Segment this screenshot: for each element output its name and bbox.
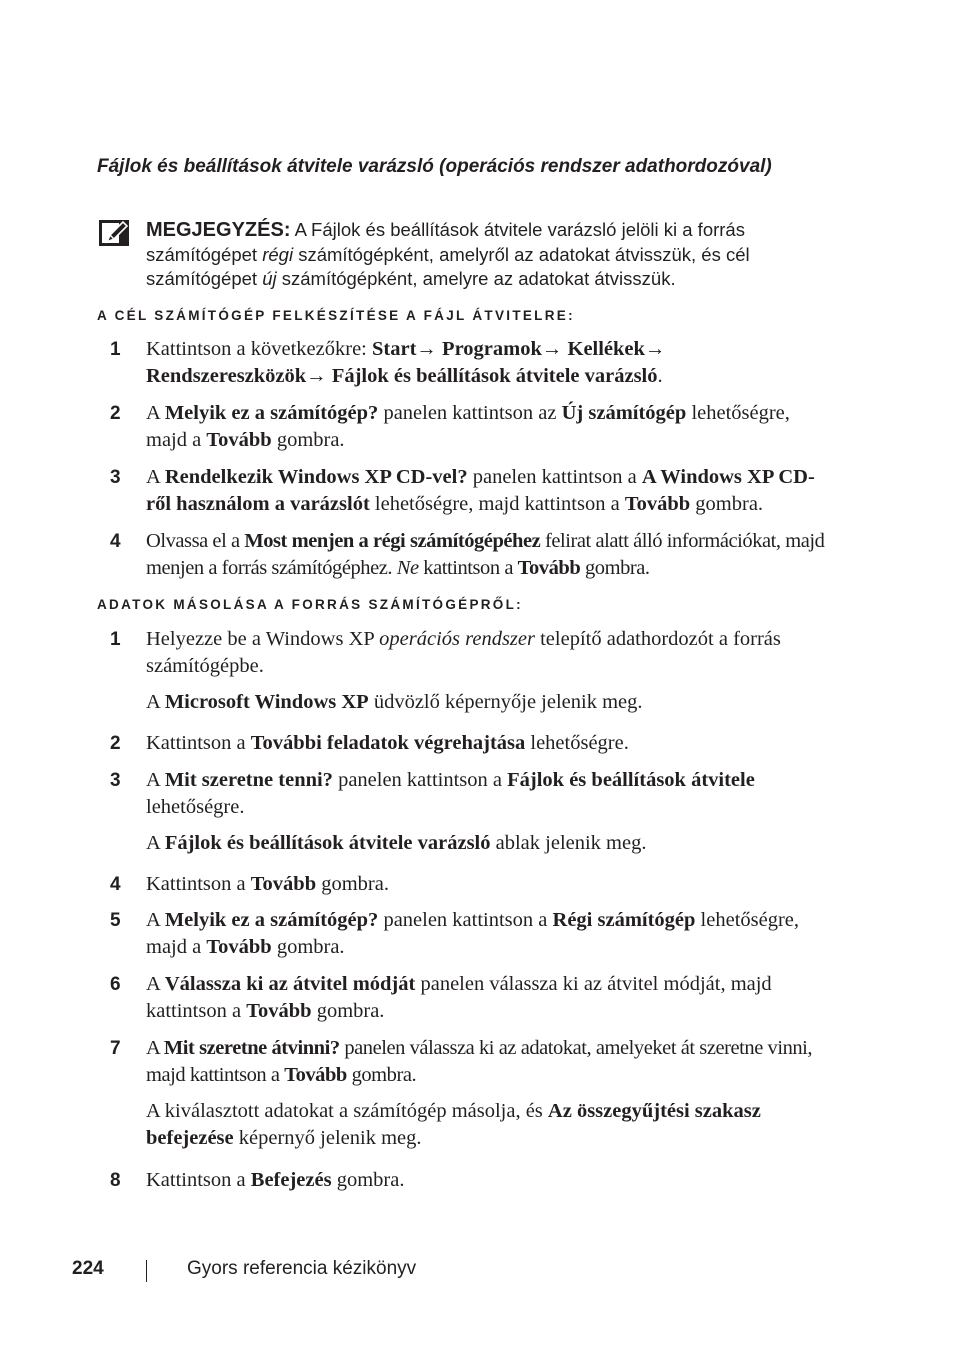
ui-term: Kellékek	[567, 338, 645, 360]
ui-term: Rendszereszközök	[146, 365, 307, 387]
text: Kattintson a következőkre:	[146, 338, 373, 360]
step-number: 8	[110, 1170, 121, 1191]
text: gombra.	[346, 1064, 417, 1086]
text: A	[146, 402, 165, 424]
ui-term: Válassza ki az átvitel módját	[164, 973, 416, 995]
step-number: 7	[110, 1038, 121, 1059]
ui-term: Rendelkezik Windows XP CD-vel?	[164, 466, 468, 488]
step-text	[146, 528, 830, 582]
step-text	[146, 336, 830, 390]
ui-term: Fájlok és beállítások átvitele	[507, 769, 755, 791]
text: Helyezze be a Windows XP	[146, 628, 380, 650]
note-emphasis-new: új	[262, 268, 277, 289]
step-text	[146, 971, 830, 1025]
text: lehetőségre, majd kattintson a	[369, 493, 625, 515]
step-text	[146, 626, 830, 680]
ui-term: Mit szeretne átvinni?	[163, 1037, 340, 1059]
text: Kattintson a	[146, 732, 251, 754]
step-number: 4	[110, 531, 121, 552]
ui-term: Tovább	[206, 936, 272, 958]
step-text	[146, 871, 830, 898]
footer-divider	[146, 1260, 147, 1282]
step-number: 1	[110, 629, 121, 650]
arrow: →	[644, 338, 666, 360]
step-result	[146, 1098, 830, 1152]
step-number: 2	[110, 733, 121, 754]
ui-term: Start	[372, 338, 417, 360]
text: gombra.	[311, 1000, 385, 1022]
ui-term: Befejezés	[250, 1169, 332, 1191]
text: kattintson a	[418, 557, 518, 579]
text: lehetőségre.	[146, 796, 245, 818]
subsection-heading-target: A CÉL SZÁMÍTÓGÉP FELKÉSZÍTÉSE A FÁJL ÁTVITELRE:	[97, 308, 575, 323]
ui-term: Most menjen a régi számítógépéhez	[244, 530, 541, 552]
step-text	[146, 1035, 830, 1089]
text: panelen kattintson a	[467, 466, 642, 488]
text: A kiválasztott adatokat a számítógép másolja, és	[146, 1100, 548, 1122]
ui-term: Tovább	[246, 1000, 312, 1022]
text: lehetőségre, majd a	[146, 909, 800, 958]
ui-term: Melyik ez a számítógép?	[164, 402, 379, 424]
text: A	[146, 466, 165, 488]
step-text	[146, 1167, 830, 1194]
text: lehetőségre.	[525, 732, 629, 754]
step-text	[146, 730, 830, 757]
step-number: 3	[110, 467, 121, 488]
text: A	[146, 832, 165, 854]
text: A	[146, 769, 165, 791]
footer-title: Gyors referencia kézikönyv	[187, 1258, 417, 1279]
text: képernyő jelenik meg.	[233, 1127, 422, 1149]
text: panelen válassza ki az adatokat, amelyeket át szeretne vinni, majd kattintson a	[146, 1037, 813, 1086]
step-number: 2	[110, 403, 121, 424]
text: telepítő adathordozót a forrás számítógépbe.	[146, 628, 781, 677]
step-result	[146, 830, 830, 857]
text: ablak jelenik meg.	[490, 832, 647, 854]
note-text-part: A Fájlok és beállítások átvitele varázsló jelöli ki a forrás számítógépet	[146, 219, 745, 265]
note-label: MEGJEGYZÉS:	[146, 219, 291, 241]
ui-term: Melyik ez a számítógép?	[164, 909, 379, 931]
text: Kattintson a	[146, 873, 251, 895]
ui-term: Fájlok és beállítások átvitele varázsló	[331, 365, 658, 387]
text: A	[146, 1037, 164, 1059]
step-text	[146, 400, 830, 454]
arrow: →	[416, 338, 443, 360]
text: panelen kattintson a	[332, 769, 508, 791]
ui-term: Programok	[442, 338, 542, 360]
text: lehetőségre, majd a	[146, 402, 790, 451]
text: üdvözlő képernyője jelenik meg.	[368, 691, 643, 713]
step-number: 4	[110, 874, 121, 895]
arrow: →	[306, 365, 332, 387]
ui-term: Tovább	[517, 557, 581, 579]
text: gombra.	[331, 1169, 405, 1191]
ui-term: Régi számítógép	[552, 909, 696, 931]
emphasis: Ne	[396, 557, 419, 579]
note-text-part: számítógépként, amelyre az adatokat átvisszük.	[276, 268, 676, 289]
text: gombra.	[316, 873, 389, 895]
text: gombra.	[580, 557, 650, 579]
step-number: 1	[110, 339, 121, 360]
step-text	[146, 907, 830, 961]
text: A	[146, 691, 165, 713]
text: gombra.	[271, 936, 345, 958]
ui-term: Microsoft Windows XP	[164, 691, 369, 713]
text: .	[657, 365, 663, 387]
step-number: 6	[110, 974, 121, 995]
ui-term: További feladatok végrehajtása	[250, 732, 526, 754]
text: Kattintson a	[146, 1169, 251, 1191]
step-text	[146, 767, 830, 821]
text: gombra.	[271, 429, 345, 451]
pencil-note-icon	[99, 220, 129, 246]
ui-term: Új számítógép	[561, 402, 687, 424]
note-text	[146, 218, 826, 292]
ui-term: Fájlok és beállítások átvitele varázsló	[164, 832, 491, 854]
page-number: 224	[72, 1258, 104, 1279]
step-result	[146, 689, 830, 716]
text: gombra.	[690, 493, 764, 515]
text: felirat alatt álló információkat, majd menjen a forrás számítógéphez.	[146, 530, 825, 579]
step-number: 5	[110, 910, 121, 931]
ui-term: A Windows XP CD-ről használom a varázslót	[146, 466, 815, 515]
ui-term: Tovább	[284, 1064, 347, 1086]
emphasis: operációs rendszer	[379, 628, 535, 650]
arrow: →	[541, 338, 568, 360]
ui-term: Az összegyűjtési szakasz befejezése	[146, 1100, 761, 1149]
step-number: 3	[110, 770, 121, 791]
section-heading: Fájlok és beállítások átvitele varázsló (operációs rendszer adathordozóval)	[97, 156, 772, 177]
ui-term: Mit szeretne tenni?	[164, 769, 333, 791]
text: Olvassa el a	[146, 530, 245, 552]
ui-term: Tovább	[206, 429, 272, 451]
text: panelen kattintson az	[378, 402, 562, 424]
ui-term: Tovább	[624, 493, 691, 515]
text: panelen válassza ki az átvitel módját, majd kattintson a	[146, 973, 772, 1022]
step-text	[146, 464, 830, 518]
text: panelen kattintson a	[378, 909, 553, 931]
note-emphasis-old: régi	[262, 243, 294, 265]
subsection-heading-source: ADATOK MÁSOLÁSA A FORRÁS SZÁMÍTÓGÉPRŐL:	[97, 597, 523, 612]
text: A	[146, 909, 165, 931]
ui-term: Tovább	[250, 873, 317, 895]
note-text-part: számítógépként, amelyről az adatokat átvisszük, és cél számítógépet	[146, 243, 750, 289]
text: A	[146, 973, 165, 995]
